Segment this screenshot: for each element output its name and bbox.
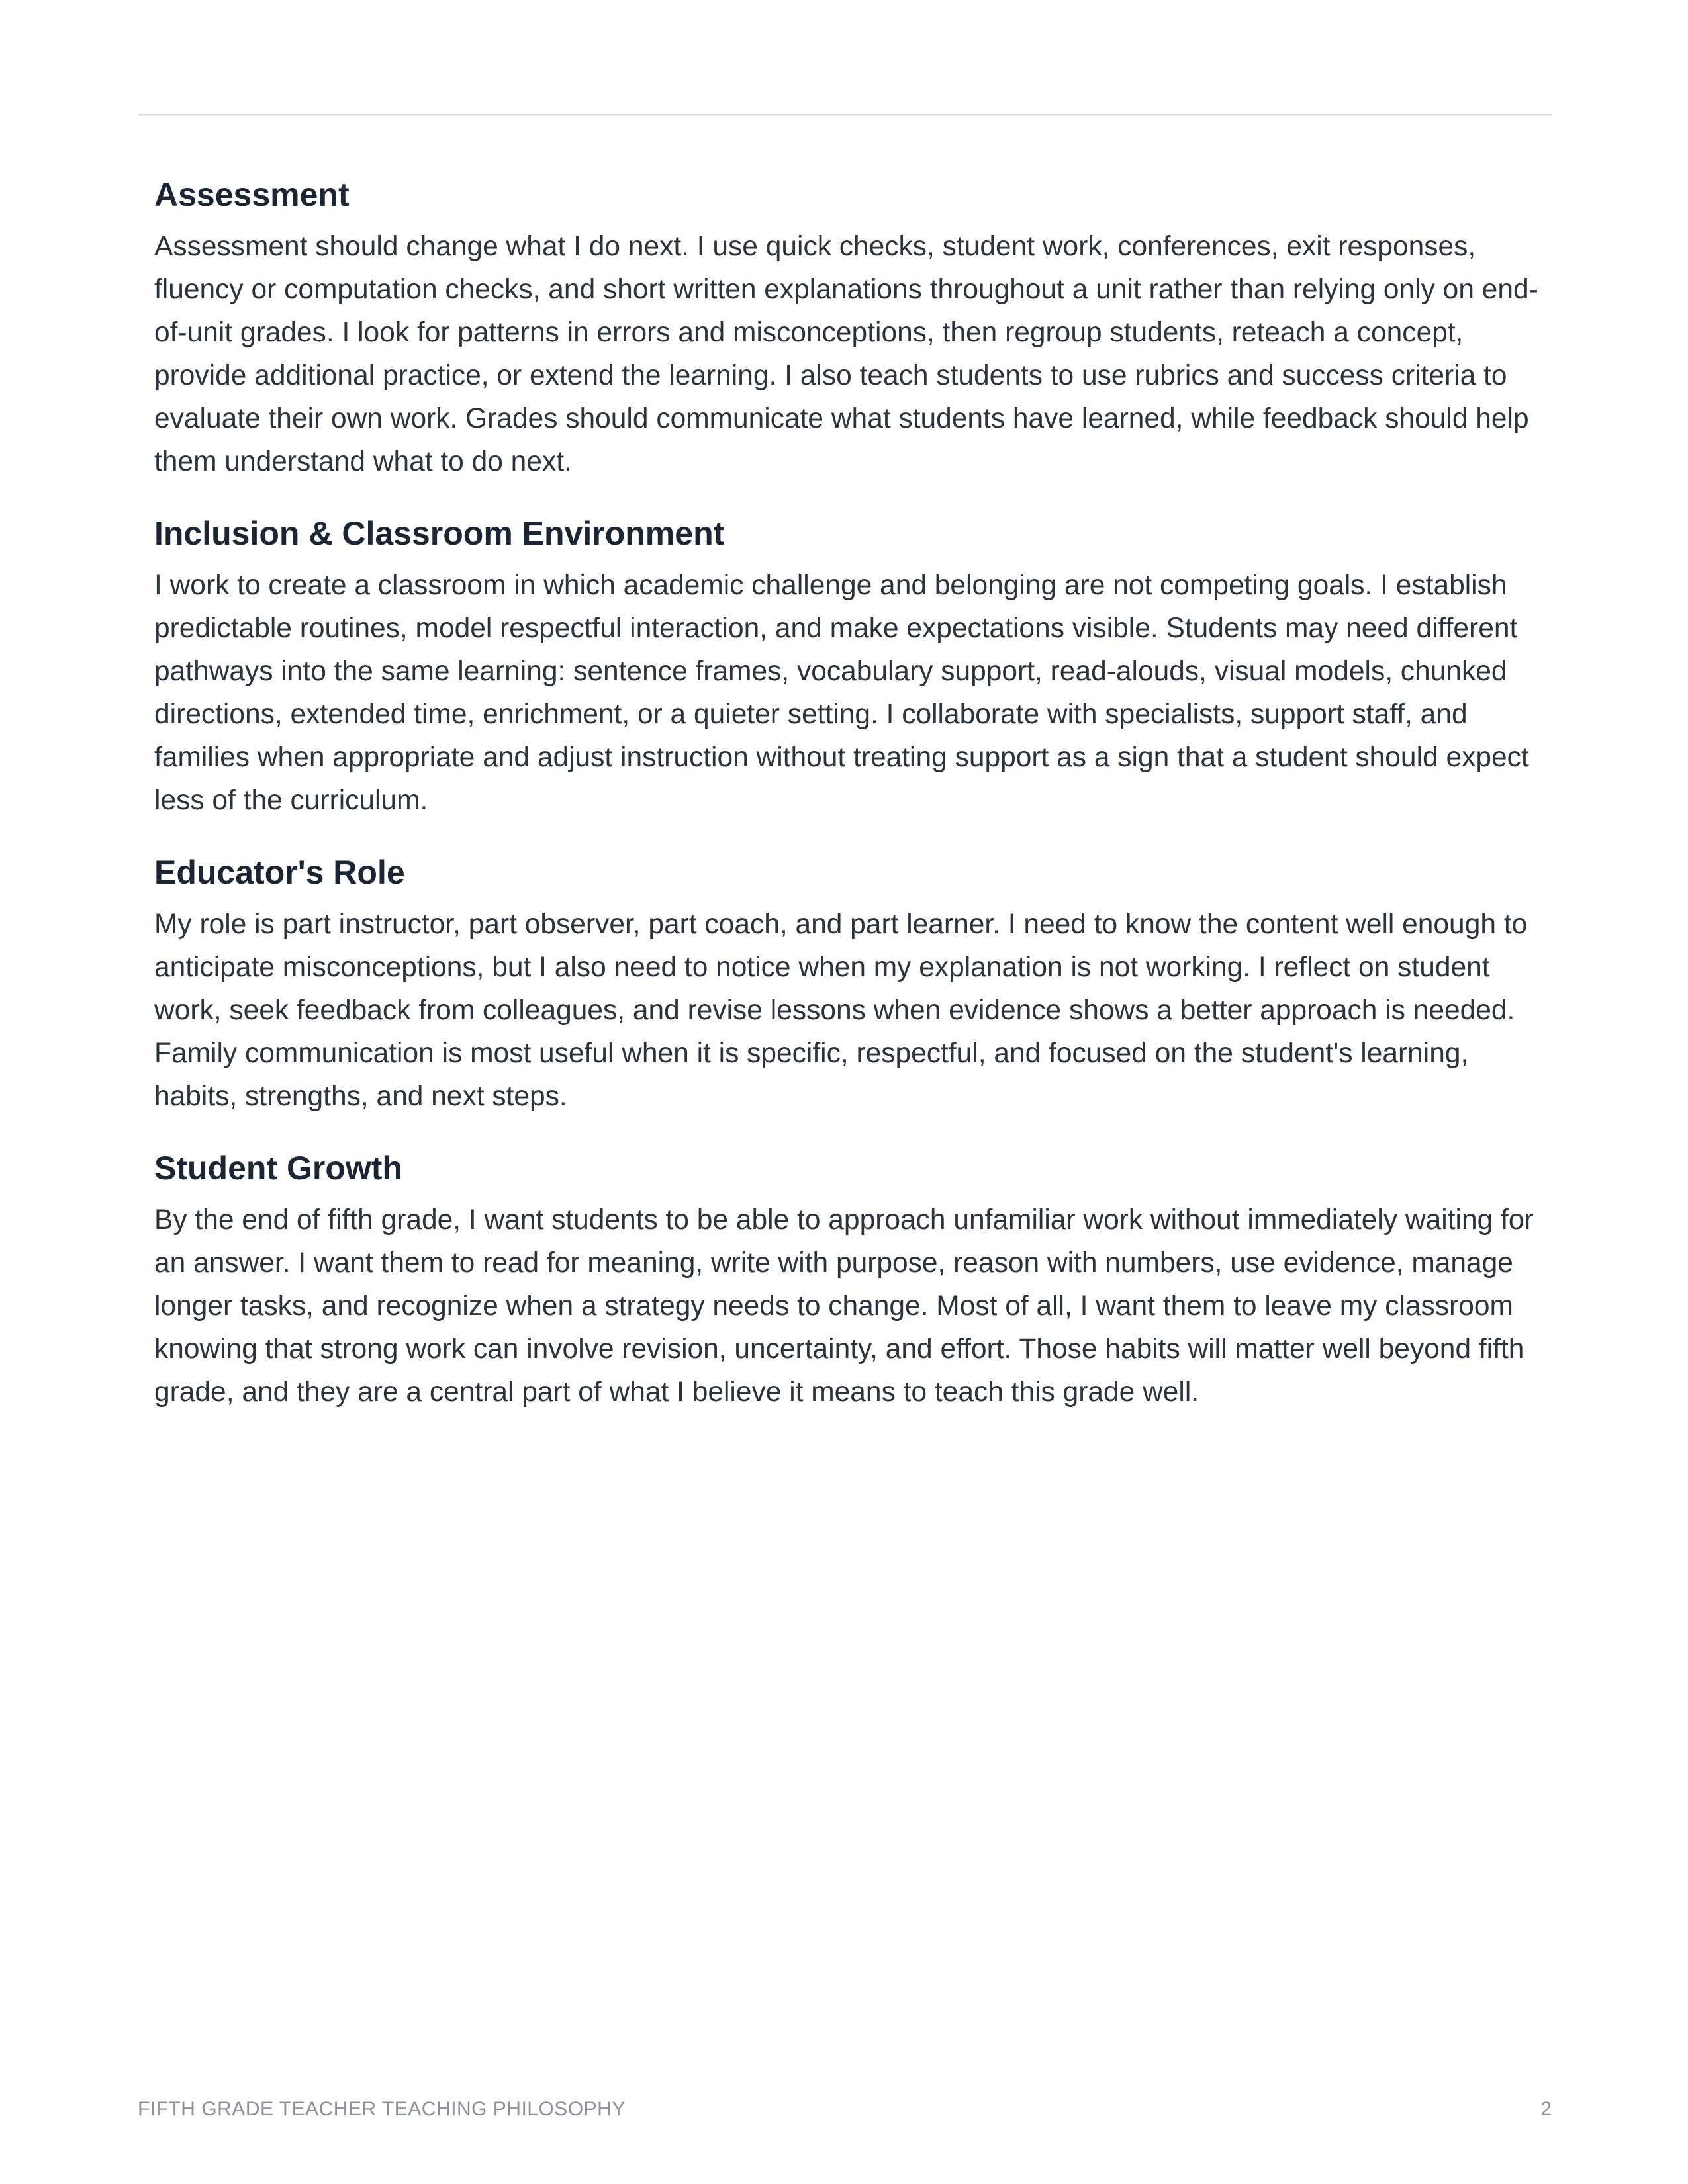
section-student-growth bbox=[154, 1147, 1544, 1414]
section-heading: Assessment bbox=[154, 176, 350, 213]
section-paragraph: By the end of fifth grade, I want students to be able to approach unfamiliar work without immediately waiting for an answer. I want them to read for meaning, write with purpose, reason with numbers, use evidence, manage longer tasks, and recognize when a strategy needs to change. Most of all, I want them to leave my classroom knowing that strong work can involve revision, uncertainty, and effort. Those habits will matter well beyond fifth grade, and they are a central part of what I believe it means to teach this grade well. bbox=[154, 1205, 1534, 1408]
section-inclusion-classroom-environment bbox=[154, 512, 1544, 822]
section-heading: Educator's Role bbox=[154, 854, 405, 891]
section-paragraph: I work to create a classroom in which academic challenge and belonging are not competing goals. I establish predictable routines, model respectful interaction, and make expectations visible. Students may need different pathways into the same learning: sentence frames, vocabulary support, read-alouds, visual models, chunked directions, extended time, enrichment, or a quieter setting. I collaborate with specialists, support staff, and families when appropriate and adjust instruction without treating support as a sign that a student should expect less of the curriculum. bbox=[154, 570, 1529, 816]
section-educators-role bbox=[154, 851, 1544, 1118]
section-heading: Student Growth bbox=[154, 1150, 402, 1187]
document-body bbox=[154, 173, 1544, 1443]
section-assessment bbox=[154, 173, 1544, 483]
footer-document-title: FIFTH GRADE TEACHER TEACHING PHILOSOPHY bbox=[138, 2098, 626, 2120]
section-paragraph: Assessment should change what I do next. I use quick checks, student work, conferences, exit responses, fluency or computation checks, and short written explanations throughout a unit rather than relying only on end-of-unit grades. I look for patterns in errors and misconceptions, then regroup students, reteach a concept, provide additional practice, or extend the learning. I also teach students to use rubrics and success criteria to evaluate their own work. Grades should communicate what students have learned, while feedback should help them understand what to do next. bbox=[154, 231, 1538, 477]
footer-page-number: 2 bbox=[1540, 2098, 1552, 2120]
section-paragraph: My role is part instructor, part observer, part coach, and part learner. I need to know the content well enough to anticipate misconceptions, but I also need to notice when my explanation is not working. I reflect on student work, seek feedback from colleagues, and revise lessons when evidence shows a better approach is needed. Family communication is most useful when it is specific, respectful, and focused on the student's learning, habits, strengths, and next steps. bbox=[154, 909, 1528, 1112]
header-divider bbox=[138, 114, 1552, 116]
section-heading: Inclusion & Classroom Environment bbox=[154, 515, 725, 552]
